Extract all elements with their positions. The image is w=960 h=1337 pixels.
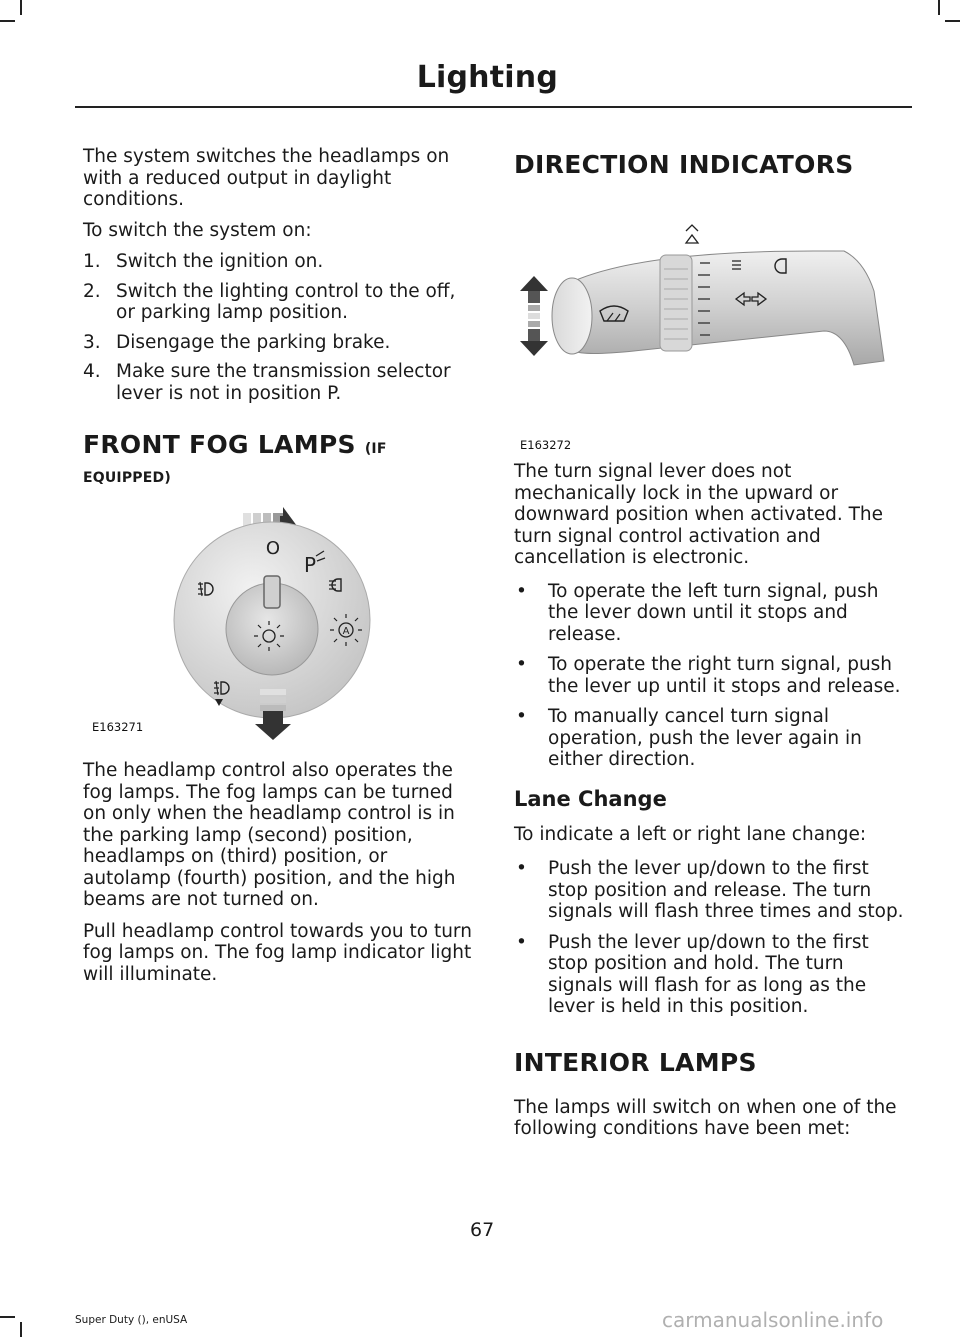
crop-mark <box>20 1322 22 1337</box>
list-item: • To operate the left turn signal, push the lever down until it stops and release. <box>516 580 879 645</box>
lane-change-heading: Lane Change <box>514 786 667 811</box>
fog-paragraph-2: Pull headlamp control towards you to turn fog lamps on. The fog lamp indicator light will illuminate. <box>83 920 472 985</box>
list-item: • Push the lever up/down to the first stop position and hold. The turn signals will flash for as long as the lever is held in this position. <box>516 931 869 1017</box>
list-item: 4. Make sure the transmission selector lever is not in position P. <box>83 361 451 404</box>
turn-signal-paragraph: The turn signal lever does not mechanically lock in the upward or downward position when activated. The turn signal control activation and cancellation is electronic. <box>514 461 884 568</box>
fog-lamps-heading: FRONT FOG LAMPS (IF EQUIPPED) <box>83 430 387 486</box>
crop-mark <box>20 0 22 15</box>
watermark: carmanualsonline.info <box>662 1308 884 1332</box>
knob-pointer <box>264 576 280 608</box>
lever-body <box>574 251 884 365</box>
intro-paragraph: The system switches the headlamps on with a reduced output in daylight conditions. <box>83 146 450 210</box>
interior-lamps-heading: INTERIOR LAMPS <box>514 1047 757 1077</box>
turn-signal-bullets <box>514 581 908 771</box>
lever-end-cap <box>552 278 592 354</box>
crop-mark <box>945 20 960 22</box>
lane-change-bullets <box>514 858 908 1018</box>
crop-mark <box>0 20 15 22</box>
list-item: • To manually cancel turn signal operation, push the lever again in either direction. <box>516 706 862 770</box>
footer-text: Super Duty (), enUSA <box>75 1314 188 1326</box>
crop-mark <box>0 1316 15 1318</box>
page-number: 67 <box>470 1219 495 1241</box>
list-item: 1. Switch the ignition on. <box>83 251 324 272</box>
svg-text:A: A <box>342 626 350 637</box>
figure-code: E163271 <box>92 720 144 734</box>
headlamp-dial-illustration <box>83 494 475 744</box>
washer-icon <box>686 225 698 243</box>
list-item: • Push the lever up/down to the first stop position and release. The turn signals will flash three times and stop. <box>516 858 904 922</box>
headlamp-control-figure <box>83 494 475 744</box>
right-column <box>514 146 908 1150</box>
fog-paragraph-1: The headlamp control also operates the fog lamps. The fog lamps can be turned on only when the headlamp control is in the parking lamp (second) position, headlamps on (third) position, or autolamp (fourth) position, and the high beams are not turned on. <box>83 760 456 910</box>
page-title: Lighting <box>416 60 558 95</box>
figure-code: E163272 <box>520 438 572 452</box>
svg-text:P: P <box>304 553 317 577</box>
list-item: 2. Switch the lighting control to the off, or parking lamp position. <box>83 280 456 323</box>
lane-change-intro: To indicate a left or right lane change: <box>514 823 867 845</box>
left-column <box>83 146 475 995</box>
header-divider <box>75 106 912 108</box>
crop-mark <box>938 0 940 15</box>
turn-signal-lever-illustration <box>514 151 908 441</box>
switch-on-label: To switch the system on: <box>83 219 312 241</box>
off-symbol: O <box>265 538 281 559</box>
steps-list <box>83 251 475 404</box>
up-down-arrow-icon <box>520 276 548 356</box>
direction-indicators-heading: DIRECTION INDICATORS <box>514 150 854 179</box>
list-item: • To operate the right turn signal, push the lever up until it stops and release. <box>516 654 901 697</box>
list-item: 3. Disengage the parking brake. <box>83 331 391 353</box>
interior-lamps-paragraph: The lamps will switch on when one of the following conditions have been met: <box>514 1096 897 1139</box>
turn-signal-figure <box>514 179 908 469</box>
